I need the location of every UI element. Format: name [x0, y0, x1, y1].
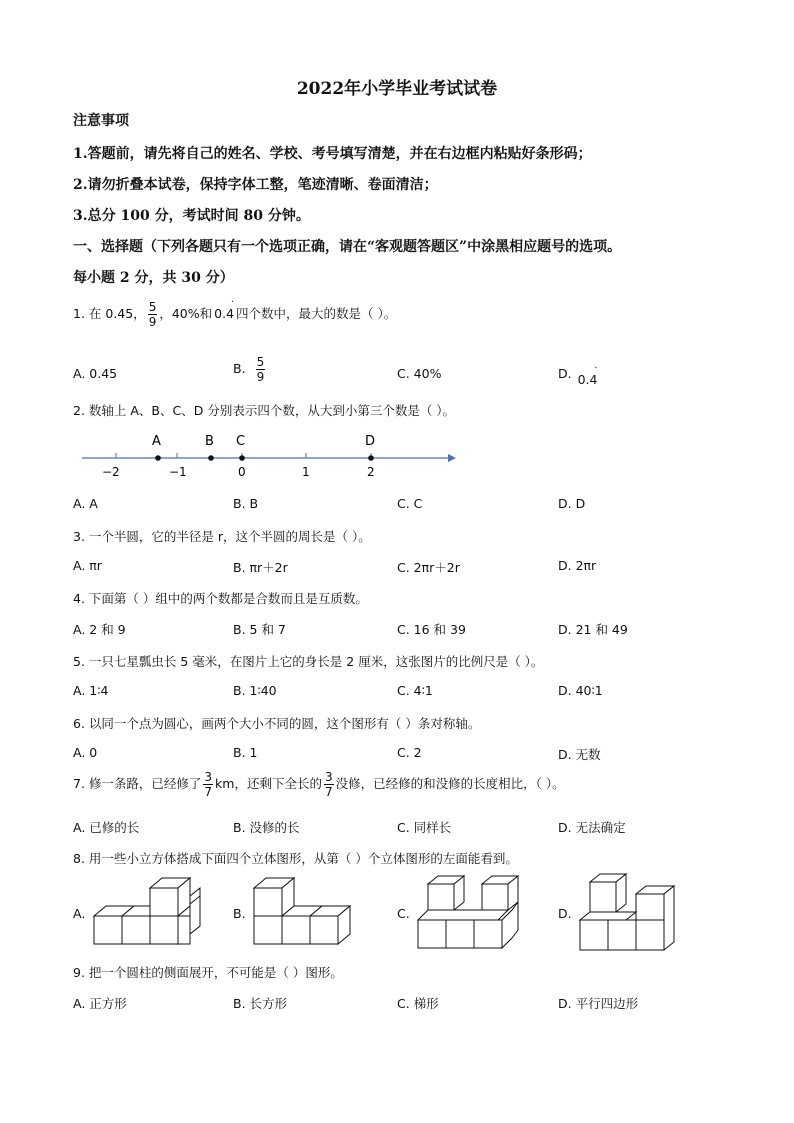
- q7-fraction-1: $\frac{3}{7}$: [204, 770, 213, 799]
- q8-figure-b: [250, 876, 365, 948]
- q3-option-c[interactable]: C. 2πr＋2r: [397, 560, 460, 575]
- tick-label-neg1: −1: [169, 465, 187, 479]
- q1-repeating-decimal: 0.4 ·: [214, 297, 235, 321]
- q5-option-d[interactable]: D. 40∶1: [558, 683, 603, 698]
- q5-option-b[interactable]: B. 1∶40: [233, 683, 277, 698]
- question-9: 9. 把一个圆柱的侧面展开，不可能是（ ）图形。: [73, 965, 343, 980]
- note-item-2: 2.请勿折叠本试卷，保持字体工整，笔迹清晰、卷面清洁；: [73, 177, 438, 193]
- q7-option-d[interactable]: D. 无法确定: [558, 820, 626, 835]
- tick-label-0: 0: [238, 465, 246, 479]
- q1-fraction: $\frac{5}{9}$: [148, 300, 157, 329]
- q1-suffix: 四个数中，最大的数是（ ）。: [236, 306, 397, 321]
- section1-heading-cont: 每小题 2 分，共 30 分）: [73, 270, 234, 286]
- question-7: 7. 修一条路，已经修了 $\frac{3}{7}$ km，还剩下全长的 $\frac{3}{7}$ 没修，已经修的和没修的长度相比，（ ）。: [73, 770, 565, 799]
- point-a-marker: [155, 455, 161, 461]
- q1-mid: ，40%和: [159, 306, 213, 321]
- question-5: 5. 一只七星瓢虫长 5 毫米，在图片上它的身长是 2 厘米，这张图片的比例尺是（ ）。: [73, 654, 544, 669]
- q4-option-b[interactable]: B. 5 和 7: [233, 622, 286, 637]
- q8-option-a-label[interactable]: A.: [73, 906, 86, 921]
- point-a-label: A: [152, 434, 161, 449]
- q7-option-a[interactable]: A. 已修的长: [73, 820, 140, 835]
- q1-option-a[interactable]: A. 0.45: [73, 366, 118, 381]
- question-4: 4. 下面第（ ）组中的两个数都是合数而且是互质数。: [73, 591, 368, 606]
- q9-option-c[interactable]: C. 梯形: [397, 996, 439, 1011]
- number-line: [78, 428, 463, 484]
- q4-option-c[interactable]: C. 16 和 39: [397, 622, 466, 637]
- q6-option-b[interactable]: B. 1: [233, 745, 258, 760]
- point-c-marker: [239, 455, 245, 461]
- q7-fraction-2: $\frac{3}{7}$: [324, 770, 333, 799]
- q3-option-a[interactable]: A. πr: [73, 558, 102, 573]
- q2-option-d[interactable]: D. D: [558, 496, 586, 511]
- q1-option-b[interactable]: B. $\frac{5}{9}$: [233, 355, 265, 384]
- q2-option-a[interactable]: A. A: [73, 496, 98, 511]
- q1-option-c[interactable]: C. 40%: [397, 366, 442, 381]
- q8-figure-c: [414, 872, 529, 952]
- point-d-label: D: [365, 434, 376, 449]
- q1-prefix: 1. 在 0.45，: [73, 306, 146, 321]
- q7-option-b[interactable]: B. 没修的长: [233, 820, 300, 835]
- q5-option-a[interactable]: A. 1∶4: [73, 683, 109, 698]
- q6-option-c[interactable]: C. 2: [397, 745, 422, 760]
- point-d-marker: [368, 455, 374, 461]
- notes-heading: 注意事项: [73, 113, 129, 129]
- q7-option-c[interactable]: C. 同样长: [397, 820, 452, 835]
- note-item-1: 1.答题前，请先将自己的姓名、学校、考号填写清楚，并在右边框内粘贴好条形码；: [73, 146, 592, 162]
- q1-option-d[interactable]: D. 0.4 ·: [558, 363, 598, 387]
- q3-option-d[interactable]: D. 2πr: [558, 558, 597, 573]
- q9-option-d[interactable]: D. 平行四边形: [558, 996, 639, 1011]
- q9-option-a[interactable]: A. 正方形: [73, 996, 127, 1011]
- section1-heading: 一、选择题（下列各题只有一个选项正确，请在“客观题答题区”中涂黑相应题号的选项。: [73, 239, 622, 255]
- q2-option-c[interactable]: C. C: [397, 496, 423, 511]
- q6-option-d[interactable]: D. 无数: [558, 747, 601, 762]
- q4-option-d[interactable]: D. 21 和 49: [558, 622, 628, 637]
- q5-option-c[interactable]: C. 4∶1: [397, 683, 433, 698]
- tick-label-1: 1: [302, 465, 310, 479]
- q8-figure-a: [90, 876, 215, 948]
- q4-option-a[interactable]: A. 2 和 9: [73, 622, 126, 637]
- question-6: 6. 以同一个点为圆心，画两个大小不同的圆，这个图形有（ ）条对称轴。: [73, 716, 481, 731]
- q8-option-b-label[interactable]: B.: [233, 906, 246, 921]
- note-item-3: 3.总分 100 分，考试时间 80 分钟。: [73, 208, 310, 224]
- tick-label-neg2: −2: [102, 465, 120, 479]
- q6-option-a[interactable]: A. 0: [73, 745, 98, 760]
- q8-option-d-label[interactable]: D.: [558, 906, 572, 921]
- question-8: 8. 用一些小立方体搭成下面四个立体图形，从第（ ）个立体图形的左面能看到。: [73, 851, 518, 866]
- point-b-marker: [208, 455, 214, 461]
- question-2: 2. 数轴上 A、B、C、D 分别表示四个数，从大到小第三个数是（ ）。: [73, 403, 456, 418]
- question-1: [73, 297, 397, 329]
- q8-option-c-label[interactable]: C.: [397, 906, 410, 921]
- q8-figure-d: [576, 872, 691, 952]
- question-3: 3. 一个半圆，它的半径是 r，这个半圆的周长是（ ）。: [73, 529, 371, 544]
- tick-label-2: 2: [367, 465, 375, 479]
- q2-option-b[interactable]: B. B: [233, 496, 259, 511]
- point-c-label: C: [236, 434, 246, 449]
- page-title: 2022年小学毕业考试试卷: [296, 79, 498, 99]
- point-b-label: B: [205, 434, 214, 449]
- q9-option-b[interactable]: B. 长方形: [233, 996, 288, 1011]
- q3-option-b[interactable]: B. πr＋2r: [233, 560, 288, 575]
